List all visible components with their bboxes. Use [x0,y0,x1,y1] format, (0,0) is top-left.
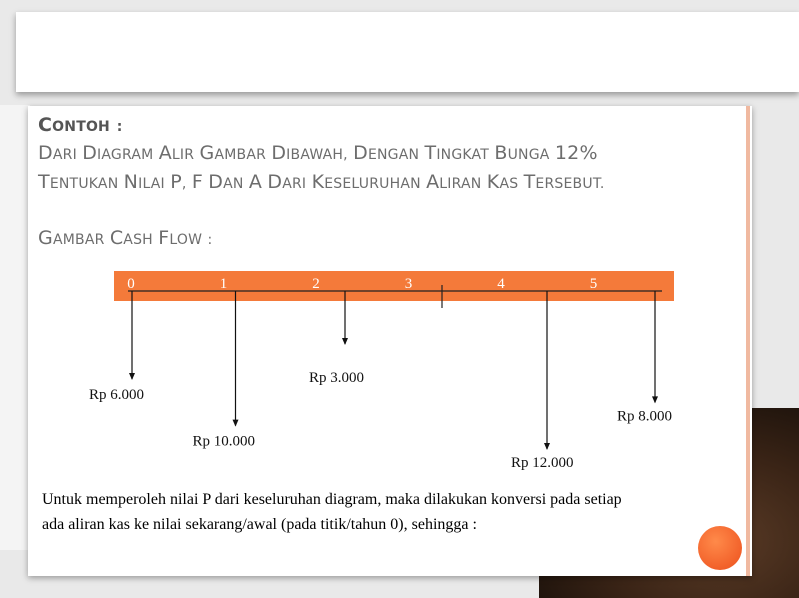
cash-flow-arrow-period-4 [511,291,574,471]
orange-circle-decoration [698,526,742,570]
cash-flow-label-period-0: Rp 6.000 [89,387,145,403]
body-line-1: Untuk memperoleh nilai P dari keseluruhan diagram, maka dilakukan konversi pada setiap [42,491,622,508]
period-label-2: 2 [312,276,320,292]
cash-flow-arrow-period-2 [309,291,364,386]
cash-flow-arrow-period-6 [617,291,672,424]
period-label-4: 4 [497,276,505,292]
body-line-2: ada aliran kas ke nilai sekarang/awal (pada titik/tahun 0), sehingga : [42,516,477,533]
period-label-1: 1 [219,276,228,292]
period-label-5: 5 [589,276,598,292]
intro-line-3-text: GAMBAR CASH FLOW : [38,227,213,249]
cash-flow-arrow-period-1 [193,291,256,450]
cash-flow-arrow-period-0 [89,291,144,403]
period-label-0: 0 [127,276,135,292]
intro-line-2-text: TENTUKAN NILAI P, F DAN A DARI KESELURUHAN ALIRAN KAS TERSEBUT. [38,171,605,193]
cash-flow-label-period-2: Rp 3.000 [309,370,365,386]
period-label-3: 3 [404,276,413,292]
cash-flow-label-period-6: Rp 8.000 [617,408,673,425]
intro-line-1-text: DARI DIAGRAM ALIR GAMBAR DIBAWAH, DENGAN TINGKAT BUNGA 12% [38,142,598,164]
cash-flow-label-period-4: Rp 12.000 [511,455,574,471]
cash-flow-label-period-1: Rp 10.000 [192,433,256,450]
heading-text: CONTOH : [38,114,123,136]
